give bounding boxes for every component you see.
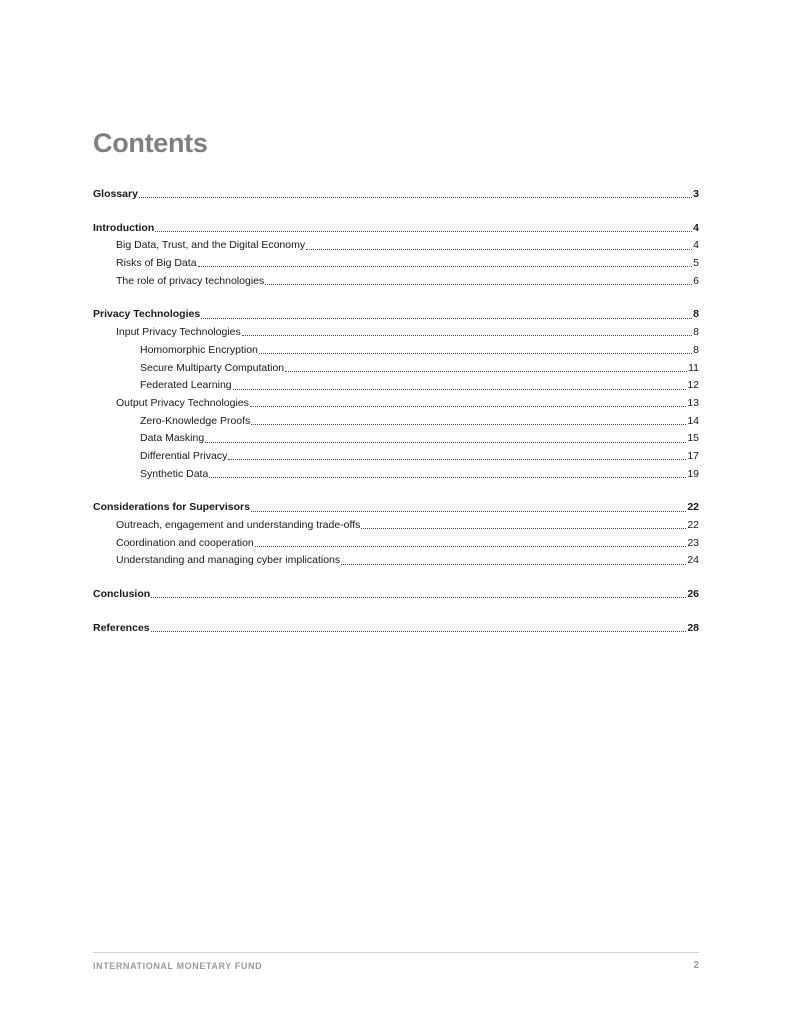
toc-entry-label: Data Masking: [140, 432, 205, 445]
toc-entry[interactable]: [93, 306, 699, 324]
toc-entry-page-number: 14: [687, 414, 699, 427]
toc-dot-leader: [306, 249, 692, 250]
toc-entry-label: Federated Learning: [140, 379, 232, 392]
toc-entry-label: Big Data, Trust, and the Digital Economy: [116, 239, 306, 252]
toc-entry-page-number: 6: [693, 274, 699, 287]
toc-entry-page-number: 13: [687, 396, 699, 409]
toc-section: [93, 620, 699, 638]
page-title: Contents: [93, 128, 208, 158]
toc-dot-leader: [242, 335, 692, 336]
toc-dot-leader: [265, 284, 692, 285]
toc-entry[interactable]: [93, 517, 699, 535]
toc-section: [93, 306, 699, 483]
toc-entry[interactable]: [93, 324, 699, 342]
toc-entry-label: Zero-Knowledge Proofs: [140, 414, 251, 427]
toc-entry-label: Risks of Big Data: [116, 257, 197, 270]
toc-dot-leader: [251, 511, 686, 512]
toc-entry-page-number: 22: [687, 519, 699, 531]
toc-dot-leader: [205, 442, 686, 443]
toc-dot-leader: [250, 406, 686, 407]
toc-entry[interactable]: [93, 552, 699, 570]
toc-entry-page-number: 17: [687, 449, 699, 462]
toc-section: [93, 220, 699, 291]
toc-entry[interactable]: [93, 186, 699, 204]
toc-dot-leader: [209, 477, 686, 478]
toc-entry-page-number: 28: [687, 621, 699, 634]
toc-dot-leader: [151, 597, 686, 598]
toc-entry[interactable]: [93, 413, 699, 431]
toc-entry[interactable]: [93, 499, 699, 517]
toc-entry-label: Conclusion: [93, 588, 151, 601]
toc-dot-leader: [361, 528, 686, 529]
toc-entry-page-number: 11: [688, 361, 699, 374]
toc-entry[interactable]: [93, 273, 699, 291]
toc-entry-label: Coordination and cooperation: [116, 536, 254, 549]
toc-entry-label: Differential Privacy: [140, 449, 228, 462]
toc-dot-leader: [285, 371, 687, 372]
toc-entry-page-number: 4: [693, 221, 699, 234]
toc-dot-leader: [251, 424, 686, 425]
toc-dot-leader: [341, 564, 686, 565]
toc-entry-label: Privacy Technologies: [93, 308, 201, 321]
toc-entry-page-number: 8: [693, 308, 699, 321]
toc-entry[interactable]: [93, 255, 699, 273]
toc-entry[interactable]: [93, 377, 699, 395]
toc-entry[interactable]: [93, 620, 699, 638]
toc-entry-label: References: [93, 621, 150, 634]
toc-entry-page-number: 26: [687, 588, 699, 601]
toc-entry-label: The role of privacy technologies: [116, 274, 265, 287]
toc-entry[interactable]: [93, 535, 699, 553]
toc-entry-page-number: 19: [687, 467, 699, 480]
toc-section: [93, 499, 699, 570]
toc-dot-leader: [228, 459, 686, 460]
toc-entry-label: Output Privacy Technologies: [116, 396, 249, 409]
toc-dot-leader: [155, 231, 692, 232]
toc-entry-label: Secure Multiparty Computation: [140, 361, 285, 374]
toc-entry[interactable]: [93, 220, 699, 238]
toc-entry[interactable]: [93, 466, 699, 484]
toc-dot-leader: [255, 546, 687, 547]
toc-entry-label: Understanding and managing cyber implications: [116, 554, 341, 567]
toc-entry-page-number: 15: [687, 432, 699, 445]
toc-dot-leader: [198, 266, 693, 267]
toc-entry-label: Introduction: [93, 221, 155, 234]
toc-entry[interactable]: [93, 360, 699, 378]
toc-entry-page-number: 24: [687, 554, 699, 567]
toc-dot-leader: [151, 631, 687, 632]
toc-entry-page-number: 5: [693, 257, 699, 270]
toc-dot-leader: [233, 389, 687, 390]
toc-entry-label: Homomorphic Encryption: [140, 343, 258, 356]
toc-entry[interactable]: [93, 237, 699, 255]
toc-entry-label: Input Privacy Technologies: [116, 326, 241, 339]
toc-entry[interactable]: [93, 342, 699, 360]
footer-page-number: 2: [693, 960, 699, 971]
toc-entry-page-number: 3: [693, 188, 699, 200]
toc-entry-page-number: 4: [693, 239, 699, 252]
toc-dot-leader: [201, 318, 692, 319]
toc-entry[interactable]: [93, 586, 699, 604]
toc-entry[interactable]: [93, 430, 699, 448]
toc-entry-label: Glossary: [93, 188, 138, 200]
toc-entry[interactable]: [93, 448, 699, 466]
toc-entry-label: Outreach, engagement and understanding trade-offs: [116, 519, 361, 531]
toc-entry-page-number: 8: [693, 343, 699, 356]
toc-entry[interactable]: [93, 395, 699, 413]
footer-organization: INTERNATIONAL MONETARY FUND: [93, 961, 263, 971]
toc-entry-page-number: 22: [687, 501, 699, 514]
footer-divider: [93, 952, 699, 953]
toc-section: [93, 186, 699, 204]
toc-entry-page-number: 8: [693, 326, 699, 339]
toc-entry-page-number: 23: [687, 536, 699, 549]
toc-dot-leader: [259, 353, 692, 354]
toc-entry-label: Synthetic Data: [140, 467, 209, 480]
table-of-contents: [93, 186, 699, 653]
toc-dot-leader: [139, 197, 692, 198]
toc-entry-label: Considerations for Supervisors: [93, 501, 250, 514]
toc-section: [93, 586, 699, 604]
toc-entry-page-number: 12: [687, 379, 699, 392]
